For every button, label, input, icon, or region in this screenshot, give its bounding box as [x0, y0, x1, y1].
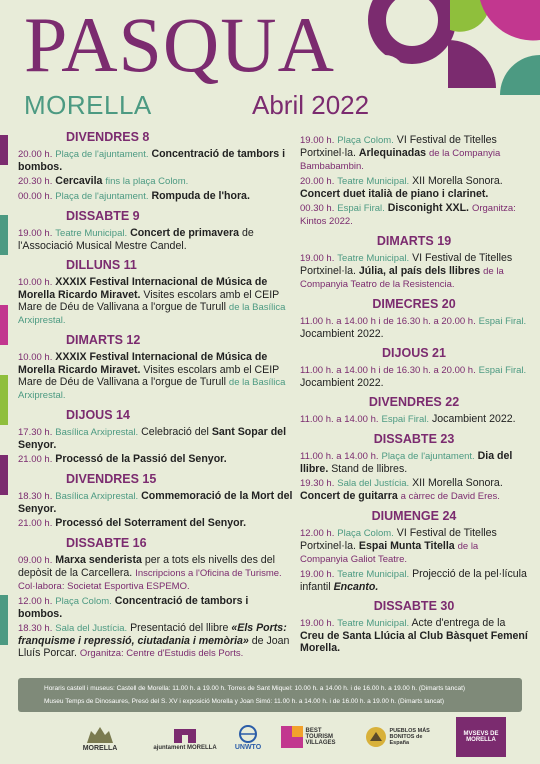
event-time: 10.00 h.	[18, 277, 53, 288]
event-activity: Rompuda de l'hora.	[151, 190, 250, 202]
morella-logo	[70, 714, 130, 760]
day-section-dimarts-19	[300, 234, 528, 291]
event-time: 17.30 h.	[18, 427, 53, 438]
event-time: 00.00 h.	[18, 191, 53, 202]
event-place: Teatre Municipal.	[337, 176, 410, 187]
event-place: Espai Firal.	[478, 316, 527, 327]
logo-label: MVSEVS DE MORELLA	[463, 731, 499, 743]
event-description: de Joan Lluís Porcar.	[18, 635, 290, 659]
museus-morella-logo	[456, 714, 506, 760]
event-place: Teatre Municipal.	[337, 253, 410, 264]
day-heading: DIUMENGE 24	[371, 509, 457, 523]
day-heading: DIMARTS 19	[376, 234, 452, 248]
event-activity: Jocambient 2022.	[300, 377, 384, 389]
ajuntament-logo	[148, 714, 222, 760]
event-activity: Creu de Santa Llúcia al Club Bàsquet Femení Morella.	[300, 630, 528, 654]
event-entry	[18, 453, 294, 466]
event-entry	[300, 315, 528, 340]
day-section-divendres-22	[300, 395, 528, 426]
event-activity: XXXIX Festival Internacional de Música de Morella Ricardo Miravet.	[18, 351, 268, 376]
event-place: de la Basílica Arxiprestal.	[18, 302, 286, 326]
opening-hours-bar	[18, 678, 522, 712]
event-time: 21.00 h.	[18, 454, 53, 465]
event-activity: Commemoració de la Mort del Senyor.	[18, 490, 293, 515]
event-place: Espai Firal.	[478, 365, 527, 376]
event-entry	[18, 554, 294, 593]
event-place: Sala del Justícia.	[337, 478, 410, 489]
logo-label: BEST TOURISM VILLAGES	[305, 728, 336, 746]
event-entry	[300, 252, 528, 291]
event-time: 11.00 h. a 14.00 h.	[300, 451, 379, 462]
event-description: Presentació del llibre	[130, 622, 229, 634]
program-left-column	[18, 130, 294, 666]
event-place: Basílica Arxiprestal.	[55, 427, 139, 438]
event-place: Plaça de l'ajuntament.	[55, 149, 149, 160]
event-description: Stand de llibres.	[331, 463, 408, 475]
event-time: 09.00 h.	[18, 555, 53, 566]
event-entry	[18, 276, 294, 327]
day-heading: DIVENDRES 8	[66, 130, 150, 144]
event-activity: Júlia, al país dels llibres	[358, 265, 481, 277]
event-activity: Concert de guitarra	[300, 490, 398, 502]
event-time: 00.30 h.	[300, 203, 335, 214]
event-activity: Processó del Soterrament del Senyor.	[55, 517, 247, 529]
day-section-divendres-15	[18, 472, 294, 530]
logo-label: PUEBLOS MÁS BONITOS de España	[389, 728, 430, 746]
day-heading: DIVENDRES 15	[66, 472, 157, 486]
event-place: Teatre Municipal.	[337, 618, 410, 629]
event-activity: Sant Sopar del Senyor.	[18, 426, 287, 451]
event-time: 11.00 h. a 14.00 h i de 16.30 h. a 20.00 h.	[300, 316, 476, 327]
sponsor-logos	[0, 714, 540, 764]
event-note: Organitza: Kintos 2022.	[300, 203, 516, 227]
event-time: 19.30 h.	[300, 478, 335, 489]
event-activity: «Els Ports: franquisme i repressió, ciutadania i memòria»	[18, 622, 287, 647]
event-activity: Marxa senderista	[55, 554, 142, 566]
event-place: fins la plaça Colom.	[105, 176, 189, 187]
event-time: 21.00 h.	[18, 518, 53, 529]
event-entry	[18, 175, 294, 188]
event-description: VI Festival de Titelles Portxinel·la.	[300, 134, 497, 159]
event-time: 11.00 h. a 14.00 h i de 16.30 h. a 20.00 h.	[300, 365, 476, 376]
event-activity: Disconight XXL.	[387, 202, 469, 214]
logo-label: ajuntament MORELLA	[153, 745, 217, 751]
day-heading: DIMECRES 20	[372, 297, 456, 311]
event-activity: Cercavila	[55, 175, 103, 187]
event-time: 18.30 h.	[18, 623, 53, 634]
town-name: MORELLA	[24, 90, 152, 120]
day-section-dijous-14	[18, 408, 294, 466]
pueblos-bonitos-logo	[364, 714, 434, 760]
day-section-dimecres-20	[300, 297, 528, 340]
event-time: 19.00 h.	[300, 135, 335, 146]
day-section-diumenge-24	[300, 509, 528, 593]
event-description: Visites escolars amb el CEIP Mare de Déu de Vallivana a l'orgue de Turull	[18, 289, 280, 313]
day-section-dissabte-23	[300, 432, 528, 503]
event-time: 12.00 h.	[300, 528, 335, 539]
event-activity: Encanto.	[333, 581, 379, 593]
event-time: 18.30 h.	[18, 491, 53, 502]
event-time: 12.00 h.	[18, 596, 53, 607]
event-place: Teatre Municipal.	[337, 569, 410, 580]
event-description: VI Festival de Titelles Portxinel·la.	[300, 252, 513, 277]
event-description: XII Morella Sonora.	[412, 175, 503, 187]
event-activity: Arlequinadas	[358, 147, 427, 159]
event-time: 20.00 h.	[18, 149, 53, 160]
day-section-dimarts-12	[18, 333, 294, 402]
event-time: 19.00 h.	[18, 228, 53, 239]
event-entry	[300, 413, 528, 426]
event-activity: Processó de la Passió del Senyor.	[55, 453, 227, 465]
event-entry	[18, 351, 294, 402]
day-section-dilluns-11	[18, 258, 294, 327]
day-section-dissabte-16-cont	[300, 134, 528, 228]
event-entry	[18, 595, 294, 620]
event-note: de la Companyia Bambabambin.	[300, 148, 501, 172]
event-time: 11.00 h. a 14.00 h.	[300, 414, 379, 425]
event-activity: Jocambient 2022.	[300, 328, 384, 340]
event-entry	[18, 622, 294, 660]
day-heading: DIMARTS 12	[66, 333, 141, 347]
opening-hours-line-1: Horaris castell i museus: Castell de Morella: 11.00 h. a 19.00 h. Torres de Sant Miquel: 10.00 h. a 14.00 h. i de 16.00 h. a 19.00 h. (Dimarts tancat)	[44, 685, 466, 692]
best-tourism-villages-logo	[280, 714, 350, 760]
event-activity: Espai Munta Titella	[358, 540, 455, 552]
event-place: Plaça Colom.	[337, 528, 394, 539]
pueblos-emblem-icon	[365, 726, 387, 748]
event-activity: Concentració de tambors i bombos.	[18, 595, 249, 620]
left-decorative-strip	[0, 135, 14, 665]
day-heading: DISSABTE 30	[373, 599, 455, 613]
event-note: Inscripcions a l'Oficina de Turisme. Col·labora: Societat Esportiva ESPEMO.	[18, 568, 282, 592]
museus-badge	[456, 717, 506, 757]
event-note: de la Companyia Teatro de la Resistencia.	[300, 266, 504, 290]
day-heading: DISSABTE 16	[66, 536, 147, 550]
event-place: Teatre Municipal.	[55, 228, 128, 239]
event-activity: Concert duet italià de piano i clarinet.	[300, 188, 489, 200]
event-time: 19.00 h.	[300, 618, 335, 629]
event-activity: Concentració de tambors i bombos.	[18, 148, 286, 173]
event-activity: Dia del llibre.	[300, 450, 513, 475]
event-place: Espai Firal.	[381, 414, 429, 425]
event-entry	[18, 227, 294, 252]
event-entry	[300, 134, 528, 173]
logo-label: MORELLA	[82, 744, 118, 752]
globe-icon	[236, 724, 260, 744]
event-entry	[18, 148, 294, 173]
event-place: Espai Firal.	[337, 203, 385, 214]
event-entry	[18, 426, 294, 451]
event-description: VI Festival de Titelles Portxinel·la.	[300, 527, 497, 552]
event-entry	[300, 364, 528, 389]
event-entry	[300, 617, 528, 654]
day-section-dissabte-30	[300, 599, 528, 654]
bt-emblem-icon	[281, 726, 303, 748]
event-note: a càrrec de David Eres.	[400, 491, 500, 502]
event-place: Basílica Arxiprestal.	[55, 491, 139, 502]
day-heading: DIJOUS 21	[382, 346, 446, 360]
castle-icon	[85, 723, 115, 745]
event-note: Organitza: Centre d'Estudis dels Ports.	[79, 648, 244, 659]
event-time: 20.30 h.	[18, 176, 53, 187]
day-heading: DIVENDRES 22	[368, 395, 460, 409]
townhall-icon	[170, 723, 200, 745]
event-activity: XXXIX Festival Internacional de Música de Morella Ricardo Miravet.	[18, 276, 268, 301]
event-entry	[18, 190, 294, 203]
program-right-column	[300, 134, 528, 660]
day-heading: DILLUNS 11	[66, 258, 137, 272]
event-place: Plaça Colom.	[337, 135, 394, 146]
event-place: Plaça Colom.	[55, 596, 112, 607]
unwto-logo	[226, 714, 270, 760]
event-time: 10.00 h.	[18, 352, 53, 363]
event-entry	[18, 490, 294, 515]
day-heading: DISSABTE 9	[66, 209, 140, 223]
event-place: Plaça de l'ajuntament.	[381, 451, 475, 462]
event-place: de la Basílica Arxiprestal.	[18, 377, 286, 401]
event-place: Plaça de l'ajuntament.	[55, 191, 149, 202]
event-entry	[300, 450, 528, 475]
day-section-dissabte-9	[18, 209, 294, 252]
event-description: per a tots els nivells des del depòsit de la Carcellera.	[18, 554, 275, 579]
event-activity: Jocambient 2022.	[431, 413, 516, 425]
event-time: 19.00 h.	[300, 253, 335, 264]
decorative-circles-graphic	[330, 0, 540, 100]
day-section-dissabte-16	[18, 536, 294, 660]
event-activity: Concert de primavera	[130, 227, 239, 239]
event-entry	[300, 568, 528, 593]
event-description: Acte d'entrega de la	[411, 617, 506, 629]
event-date: Abril 2022	[252, 90, 370, 120]
event-note: de la Companyia Galiot Teatre.	[300, 541, 479, 565]
day-heading: DISSABTE 23	[373, 432, 455, 446]
event-entry	[300, 202, 528, 228]
event-entry	[300, 175, 528, 200]
event-time: 20.00 h.	[300, 176, 335, 187]
event-entry	[300, 527, 528, 566]
event-description: XII Morella Sonora.	[412, 477, 503, 489]
event-description: Projecció de la pel·lícula infantil	[300, 568, 527, 593]
event-time: 19.00 h.	[300, 569, 335, 580]
event-place: Sala del Justícia.	[55, 623, 128, 634]
event-description: Visites escolars amb el CEIP Mare de Déu de Vallivana a l'orgue de Turull	[18, 364, 280, 388]
event-entry	[18, 517, 294, 530]
day-section-divendres-8	[18, 130, 294, 203]
day-heading: DIJOUS 14	[66, 408, 130, 422]
opening-hours-line-2: Museu Temps de Dinosaures, Presó del S. XV i exposició Morella y Joan Simó: 11.00 h. a 14.00 h. i de 16.00 h. a 19.00 h. (Dimarts tancat)	[44, 698, 445, 705]
event-description: Celebració del	[141, 426, 209, 438]
event-entry	[300, 477, 528, 503]
logo-label: UNWTO	[234, 743, 262, 751]
poster-title: PASQUA	[24, 1, 335, 88]
event-description: de l'Associació Musical Mestre Candel.	[18, 227, 254, 252]
day-section-dijous-21	[300, 346, 528, 389]
